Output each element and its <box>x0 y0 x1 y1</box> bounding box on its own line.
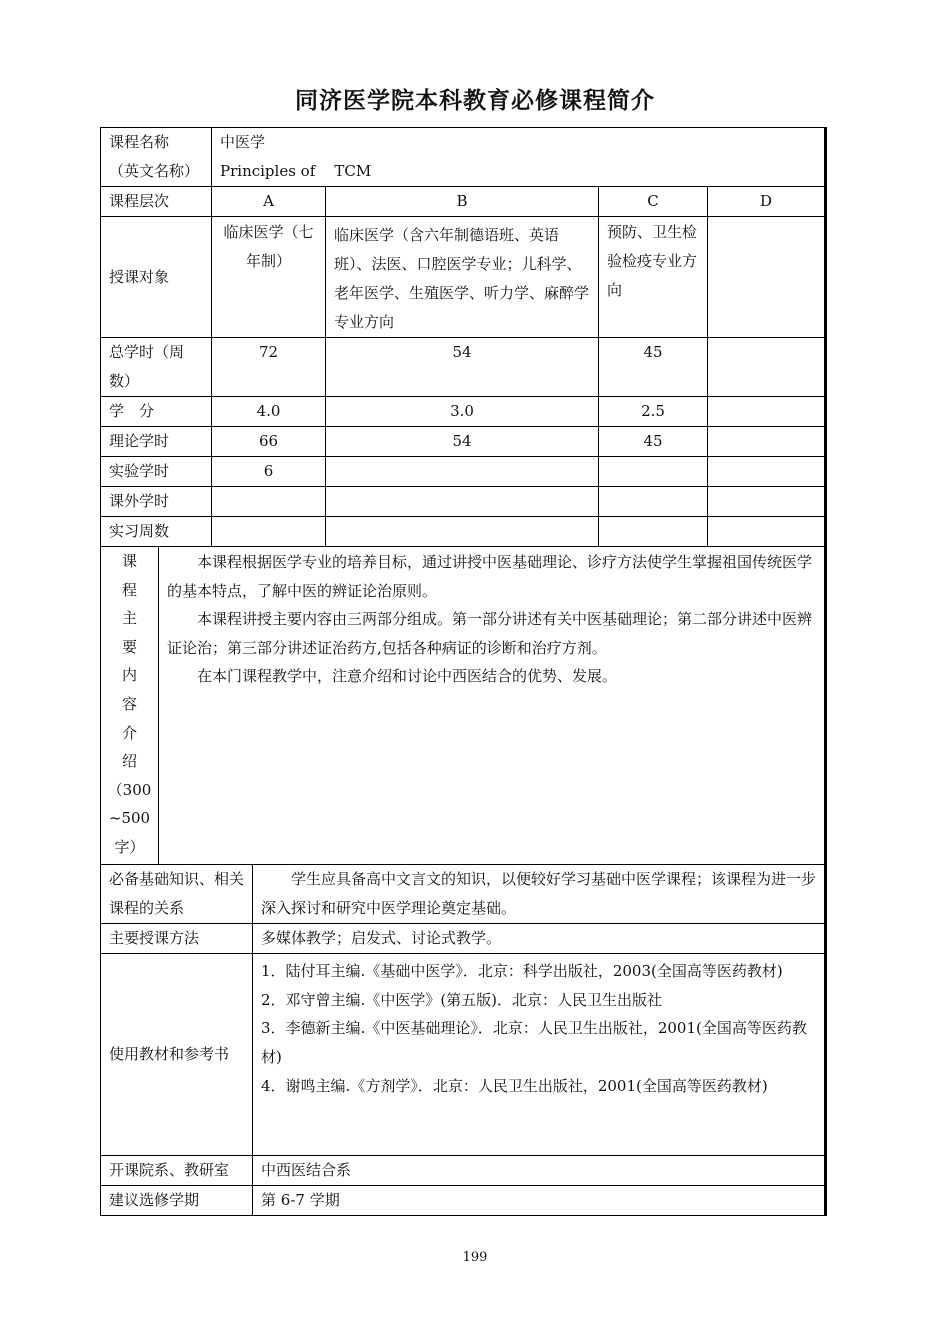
audience-b: 临床医学（含六年制德语班、英语班）、法医、口腔医学专业；儿科学、老年医学、生殖医学、听力学、麻醉学专业方向 <box>326 217 599 338</box>
book-item: 4．谢鸣主编.《方剂学》．北京：人民卫生出版社，2001(全国高等医药教材) <box>261 1076 768 1095</box>
hours-d <box>708 338 826 397</box>
hours-b: 54 <box>326 427 599 457</box>
level-b: B <box>326 187 599 217</box>
hours-label: 学 分 <box>101 397 212 427</box>
hours-label: 总学时（周数） <box>101 338 212 397</box>
hours-row-extracurricular <box>101 487 826 517</box>
intro-label-char: 课 <box>121 552 137 570</box>
intro-label-char: 程 <box>121 580 137 599</box>
department-value: 中西医结合系 <box>253 1156 826 1186</box>
level-c: C <box>599 187 708 217</box>
books-list <box>253 954 826 1156</box>
intro-label-char: 主 <box>121 609 137 628</box>
page-title: 同济医学院本科教育必修课程简介 <box>295 88 655 114</box>
course-table <box>100 127 827 1216</box>
hours-c: 45 <box>599 427 708 457</box>
hours-c <box>599 487 708 517</box>
course-name-value-cell <box>212 128 826 187</box>
prereq-row <box>101 865 826 924</box>
method-value: 多媒体教学；启发式、讨论式教学。 <box>253 924 826 954</box>
book-item: 2．邓守曾主编.《中医学》(第五版)．北京：人民卫生出版社 <box>261 990 663 1009</box>
hours-row-internship <box>101 517 826 547</box>
hours-a: 6 <box>212 457 326 487</box>
method-row <box>101 924 826 954</box>
hours-d <box>708 487 826 517</box>
audience-label: 授课对象 <box>101 217 212 338</box>
books-label: 使用教材和参考书 <box>101 954 253 1156</box>
course-level-row <box>101 187 826 217</box>
hours-d <box>708 517 826 547</box>
hours-b <box>326 487 599 517</box>
books-row <box>101 954 826 1156</box>
intro-paragraph: 在本门课程教学中，注意介绍和讨论中西医结合的优势、发展。 <box>197 667 618 685</box>
course-english-label: （英文名称） <box>109 162 200 180</box>
hours-label: 理论学时 <box>101 427 212 457</box>
semester-value: 第 6-7 学期 <box>253 1186 826 1216</box>
hours-row-theory <box>101 427 826 457</box>
hours-row-total <box>101 338 826 397</box>
course-english-value: Principles of TCM <box>220 162 372 180</box>
hours-a <box>212 517 326 547</box>
level-d: D <box>708 187 826 217</box>
hours-c: 45 <box>599 338 708 397</box>
intro-label-char: 绍 <box>121 752 137 771</box>
department-label: 开课院系、教研室 <box>101 1156 253 1186</box>
hours-a: 66 <box>212 427 326 457</box>
course-name-row <box>101 128 826 187</box>
hours-label: 课外学时 <box>101 487 212 517</box>
hours-d <box>708 457 826 487</box>
hours-c: 2.5 <box>599 397 708 427</box>
prereq-value: 学生应具备高中文言文的知识，以便较好学习基础中医学课程；该课程为进一步深入探讨和研究中医学理论奠定基础。 <box>261 870 817 917</box>
intro-label-char: 要 <box>121 637 137 656</box>
hours-label: 实验学时 <box>101 457 212 487</box>
hours-a: 72 <box>212 338 326 397</box>
intro-label-char: 字） <box>114 837 145 856</box>
level-a: A <box>212 187 326 217</box>
hours-b: 3.0 <box>326 397 599 427</box>
hours-a <box>212 487 326 517</box>
audience-a: 临床医学（七年制） <box>212 217 326 338</box>
intro-label-char: （300 <box>107 780 152 799</box>
book-item: 3．李德新主编.《中医基础理论》．北京：人民卫生出版社，2001(全国高等医药教材) <box>261 1019 807 1067</box>
intro-row <box>101 547 826 865</box>
hours-d <box>708 427 826 457</box>
course-name-label-cell <box>101 128 212 187</box>
semester-label: 建议选修学期 <box>101 1186 253 1216</box>
intro-label-char: ~500 <box>108 809 151 828</box>
department-row <box>101 1156 826 1186</box>
intro-label <box>101 547 159 865</box>
audience-c: 预防、卫生检验检疫专业方向 <box>599 217 708 338</box>
audience-d <box>708 217 826 338</box>
hours-c <box>599 457 708 487</box>
prereq-value-cell <box>253 865 826 924</box>
level-label: 课程层次 <box>101 187 212 217</box>
method-label: 主要授课方法 <box>101 924 253 954</box>
prereq-label: 必备基础知识、相关课程的关系 <box>101 865 253 924</box>
intro-label-char: 内 <box>121 666 137 685</box>
hours-row-credits <box>101 397 826 427</box>
audience-row <box>101 217 826 338</box>
hours-row-lab <box>101 457 826 487</box>
course-name-value: 中医学 <box>220 133 266 151</box>
intro-paragraph: 本课程根据医学专业的培养目标，通过讲授中医基础理论、诊疗方法使学生掌握祖国传统医学的基本特点，了解中医的辨证论治原则。 <box>167 553 813 600</box>
hours-c <box>599 517 708 547</box>
course-name-label: 课程名称 <box>109 133 170 151</box>
intro-body <box>159 547 826 865</box>
page-number: 199 <box>462 1250 488 1265</box>
hours-a: 4.0 <box>212 397 326 427</box>
semester-row <box>101 1186 826 1216</box>
hours-d <box>708 397 826 427</box>
intro-paragraph: 本课程讲授主要内容由三两部分组成。第一部分讲述有关中医基础理论；第二部分讲述中医辨证论治；第三部分讲述证治药方,包括各种病证的诊断和治疗方剂。 <box>167 610 813 657</box>
intro-label-char: 介 <box>121 723 137 742</box>
hours-label: 实习周数 <box>101 517 212 547</box>
hours-b <box>326 457 599 487</box>
hours-b: 54 <box>326 338 599 397</box>
intro-label-char: 容 <box>121 694 137 713</box>
hours-b <box>326 517 599 547</box>
book-item: 1．陆付耳主编.《基础中医学》．北京：科学出版社，2003(全国高等医药教材) <box>261 962 783 980</box>
